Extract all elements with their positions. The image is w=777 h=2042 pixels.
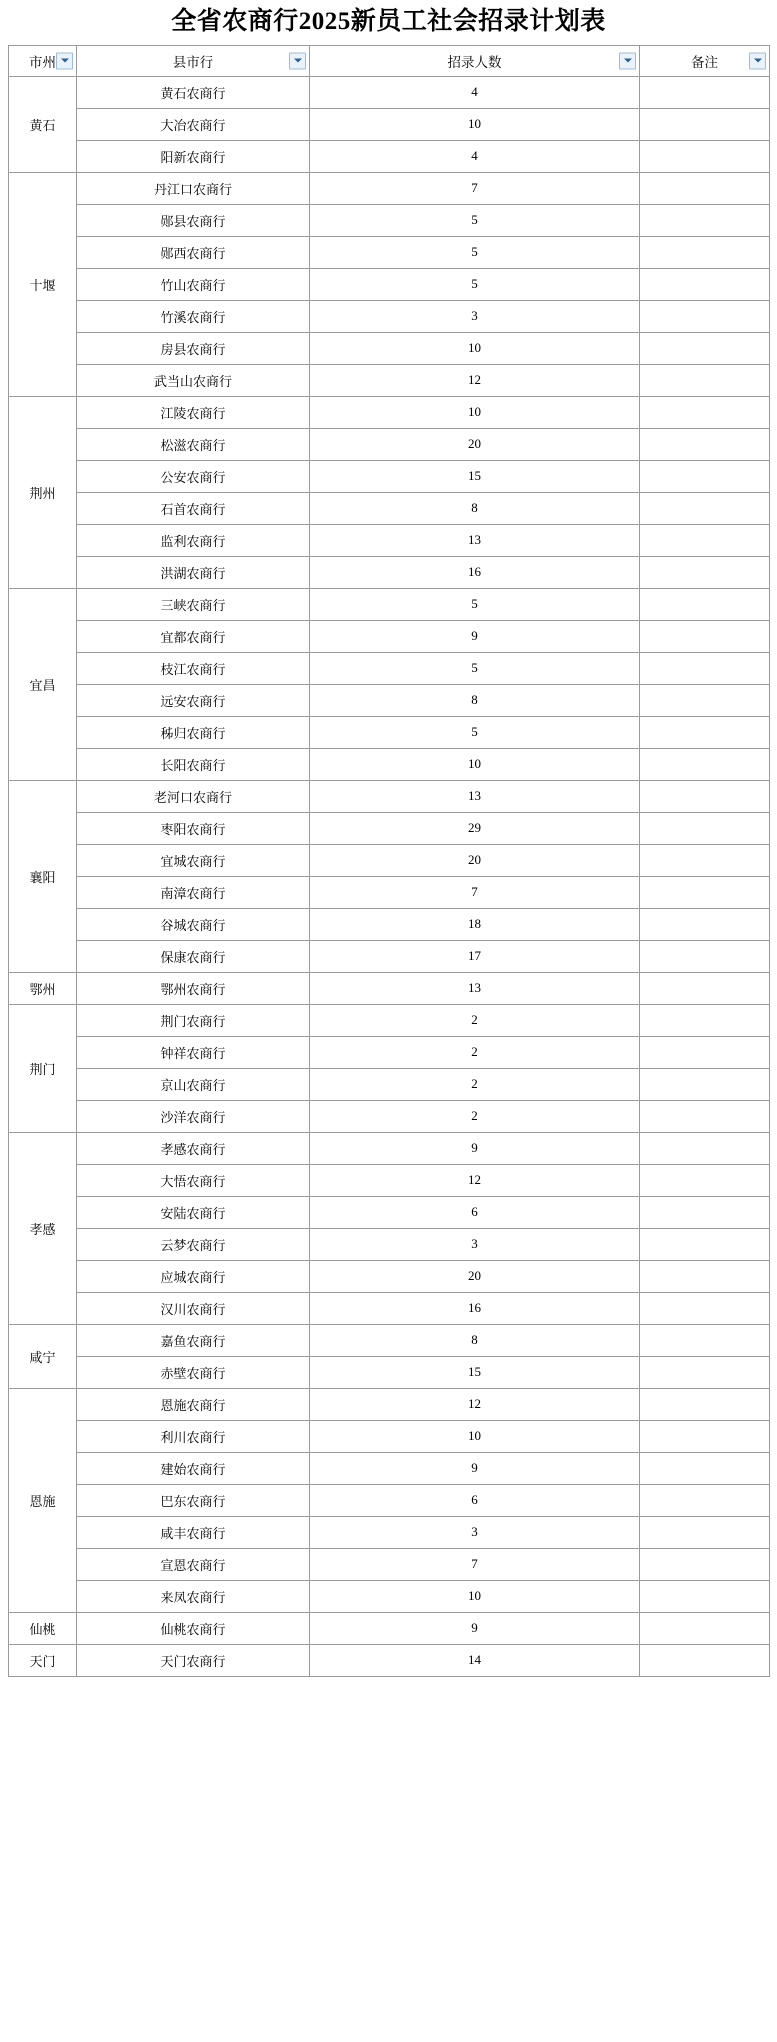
cell-bank[interactable]: 竹溪农商行 [77,300,310,332]
filter-dropdown-icon[interactable] [749,52,766,69]
cell-count[interactable]: 5 [310,204,640,236]
cell-count[interactable]: 6 [310,1484,640,1516]
cell-city[interactable]: 咸宁 [9,1324,77,1388]
cell-count[interactable]: 10 [310,332,640,364]
table-row [9,76,770,108]
cell-note[interactable] [640,1068,770,1100]
cell-note[interactable] [640,1484,770,1516]
cell-count[interactable]: 12 [310,1388,640,1420]
table-row [9,1420,770,1452]
chevron-down-icon [61,59,69,63]
table-row [9,908,770,940]
cell-count[interactable]: 2 [310,1100,640,1132]
cell-count[interactable]: 2 [310,1004,640,1036]
cell-note[interactable] [640,556,770,588]
header-note[interactable] [640,45,770,76]
table-row [9,396,770,428]
table-row [9,620,770,652]
cell-note[interactable] [640,1612,770,1644]
cell-bank[interactable]: 秭归农商行 [77,716,310,748]
cell-note[interactable] [640,364,770,396]
table-row [9,460,770,492]
cell-note[interactable] [640,460,770,492]
cell-count[interactable]: 12 [310,364,640,396]
cell-note[interactable] [640,684,770,716]
table-body [9,76,770,1676]
table-row [9,588,770,620]
cell-bank[interactable]: 宜城农商行 [77,844,310,876]
cell-count[interactable]: 13 [310,780,640,812]
cell-note[interactable] [640,748,770,780]
table-row [9,1452,770,1484]
cell-bank[interactable]: 大冶农商行 [77,108,310,140]
cell-note[interactable] [640,1164,770,1196]
cell-bank[interactable]: 钟祥农商行 [77,1036,310,1068]
cell-note[interactable] [640,1356,770,1388]
cell-note[interactable] [640,140,770,172]
cell-count[interactable]: 10 [310,1580,640,1612]
cell-city[interactable]: 襄阳 [9,780,77,972]
cell-bank[interactable]: 监利农商行 [77,524,310,556]
table-row [9,1516,770,1548]
cell-count[interactable]: 20 [310,844,640,876]
cell-bank[interactable]: 建始农商行 [77,1452,310,1484]
cell-bank[interactable]: 沙洋农商行 [77,1100,310,1132]
cell-count[interactable]: 2 [310,1068,640,1100]
table-row [9,1324,770,1356]
cell-note[interactable] [640,1644,770,1676]
cell-note[interactable] [640,940,770,972]
cell-count[interactable]: 13 [310,524,640,556]
cell-note[interactable] [640,1420,770,1452]
table-row [9,268,770,300]
recruitment-plan-table [8,45,770,1677]
table-row [9,364,770,396]
filter-dropdown-icon[interactable] [619,52,636,69]
cell-count[interactable]: 10 [310,748,640,780]
cell-bank[interactable]: 江陵农商行 [77,396,310,428]
cell-count[interactable]: 10 [310,396,640,428]
table-row [9,1356,770,1388]
cell-note[interactable] [640,204,770,236]
header-count-label: 招录人数 [447,54,502,70]
table-row [9,332,770,364]
cell-bank[interactable]: 武当山农商行 [77,364,310,396]
table-row [9,108,770,140]
cell-note[interactable] [640,908,770,940]
cell-bank[interactable]: 咸丰农商行 [77,1516,310,1548]
cell-note[interactable] [640,300,770,332]
table-row [9,204,770,236]
table-row [9,1292,770,1324]
cell-bank[interactable]: 松滋农商行 [77,428,310,460]
cell-count[interactable]: 5 [310,268,640,300]
header-note-label: 备注 [691,54,718,70]
cell-count[interactable]: 5 [310,236,640,268]
cell-note[interactable] [640,492,770,524]
table-row [9,972,770,1004]
cell-bank[interactable]: 京山农商行 [77,1068,310,1100]
table-row [9,1036,770,1068]
cell-count[interactable]: 20 [310,1260,640,1292]
table-row [9,524,770,556]
cell-count[interactable]: 10 [310,1420,640,1452]
cell-bank[interactable]: 赤壁农商行 [77,1356,310,1388]
table-row [9,492,770,524]
cell-note[interactable] [640,108,770,140]
cell-bank[interactable]: 老河口农商行 [77,780,310,812]
cell-city[interactable]: 鄂州 [9,972,77,1004]
cell-count[interactable]: 3 [310,1516,640,1548]
cell-count[interactable]: 9 [310,1132,640,1164]
cell-note[interactable] [640,1292,770,1324]
table-row [9,684,770,716]
chevron-down-icon [754,59,762,63]
table-row [9,1228,770,1260]
cell-bank[interactable]: 阳新农商行 [77,140,310,172]
cell-count[interactable]: 4 [310,76,640,108]
cell-bank[interactable]: 荆门农商行 [77,1004,310,1036]
table-row [9,940,770,972]
table-row [9,1548,770,1580]
header-city[interactable] [9,45,77,76]
cell-count[interactable]: 8 [310,492,640,524]
cell-note[interactable] [640,1260,770,1292]
cell-bank[interactable]: 应城农商行 [77,1260,310,1292]
cell-bank[interactable]: 天门农商行 [77,1644,310,1676]
cell-bank[interactable]: 枣阳农商行 [77,812,310,844]
cell-count[interactable]: 2 [310,1036,640,1068]
cell-bank[interactable]: 大悟农商行 [77,1164,310,1196]
cell-note[interactable] [640,1036,770,1068]
cell-count[interactable]: 9 [310,620,640,652]
chevron-down-icon [294,59,302,63]
cell-count[interactable]: 12 [310,1164,640,1196]
cell-count[interactable]: 5 [310,652,640,684]
cell-bank[interactable]: 丹江口农商行 [77,172,310,204]
table-row [9,1132,770,1164]
cell-count[interactable]: 7 [310,876,640,908]
table-row [9,844,770,876]
cell-bank[interactable]: 利川农商行 [77,1420,310,1452]
chevron-down-icon [624,59,632,63]
table-row [9,652,770,684]
cell-bank[interactable]: 谷城农商行 [77,908,310,940]
table-row [9,1644,770,1676]
cell-bank[interactable]: 石首农商行 [77,492,310,524]
table-row [9,748,770,780]
table-row [9,1580,770,1612]
cell-bank[interactable]: 竹山农商行 [77,268,310,300]
cell-city[interactable]: 天门 [9,1644,77,1676]
table-row [9,1484,770,1516]
cell-note[interactable] [640,1548,770,1580]
table-row [9,716,770,748]
cell-note[interactable] [640,1388,770,1420]
cell-count[interactable]: 17 [310,940,640,972]
filter-dropdown-icon[interactable] [289,52,306,69]
cell-bank[interactable]: 仙桃农商行 [77,1612,310,1644]
cell-bank[interactable]: 郧县农商行 [77,204,310,236]
cell-count[interactable]: 13 [310,972,640,1004]
cell-note[interactable] [640,236,770,268]
cell-note[interactable] [640,76,770,108]
cell-bank[interactable]: 洪湖农商行 [77,556,310,588]
cell-count[interactable]: 8 [310,684,640,716]
table-row [9,1196,770,1228]
cell-bank[interactable]: 南漳农商行 [77,876,310,908]
cell-bank[interactable]: 安陆农商行 [77,1196,310,1228]
table-header-row [9,45,770,76]
table-row [9,172,770,204]
cell-bank[interactable]: 宣恩农商行 [77,1548,310,1580]
table-row [9,428,770,460]
cell-count[interactable]: 20 [310,428,640,460]
cell-count[interactable]: 7 [310,172,640,204]
cell-city[interactable]: 黄石 [9,76,77,172]
cell-bank[interactable]: 三峡农商行 [77,588,310,620]
cell-note[interactable] [640,588,770,620]
cell-note[interactable] [640,620,770,652]
cell-bank[interactable]: 鄂州农商行 [77,972,310,1004]
table-row [9,876,770,908]
cell-note[interactable] [640,1516,770,1548]
cell-bank[interactable]: 公安农商行 [77,460,310,492]
cell-count[interactable]: 8 [310,1324,640,1356]
cell-note[interactable] [640,812,770,844]
cell-count[interactable]: 15 [310,1356,640,1388]
table-row [9,1388,770,1420]
cell-note[interactable] [640,1324,770,1356]
cell-bank[interactable]: 枝江农商行 [77,652,310,684]
cell-note[interactable] [640,652,770,684]
table-row [9,236,770,268]
table-row [9,140,770,172]
cell-note[interactable] [640,1196,770,1228]
table-row [9,556,770,588]
cell-note[interactable] [640,876,770,908]
cell-bank[interactable]: 房县农商行 [77,332,310,364]
header-bank[interactable] [77,45,310,76]
cell-bank[interactable]: 来凤农商行 [77,1580,310,1612]
cell-count[interactable]: 5 [310,588,640,620]
cell-count[interactable]: 14 [310,1644,640,1676]
cell-count[interactable]: 5 [310,716,640,748]
cell-note[interactable] [640,716,770,748]
cell-count[interactable]: 18 [310,908,640,940]
cell-count[interactable]: 3 [310,1228,640,1260]
header-count[interactable] [310,45,640,76]
table-row [9,1004,770,1036]
table-row [9,1260,770,1292]
filter-dropdown-icon[interactable] [56,52,73,69]
cell-note[interactable] [640,972,770,1004]
table-row [9,780,770,812]
cell-note[interactable] [640,172,770,204]
cell-bank[interactable]: 郧西农商行 [77,236,310,268]
table-row [9,1068,770,1100]
cell-count[interactable]: 9 [310,1612,640,1644]
cell-count[interactable]: 15 [310,460,640,492]
cell-city[interactable]: 荆州 [9,396,77,588]
cell-note[interactable] [640,428,770,460]
cell-count[interactable]: 6 [310,1196,640,1228]
cell-count[interactable]: 9 [310,1452,640,1484]
cell-city[interactable]: 宜昌 [9,588,77,780]
header-city-label: 市州 [29,54,56,70]
cell-bank[interactable]: 黄石农商行 [77,76,310,108]
cell-city[interactable]: 恩施 [9,1388,77,1612]
cell-note[interactable] [640,268,770,300]
table-header [9,45,770,76]
cell-bank[interactable]: 保康农商行 [77,940,310,972]
table-row [9,812,770,844]
cell-note[interactable] [640,780,770,812]
cell-count[interactable]: 29 [310,812,640,844]
cell-city[interactable]: 孝感 [9,1132,77,1324]
cell-note[interactable] [640,396,770,428]
cell-bank[interactable]: 宜都农商行 [77,620,310,652]
cell-bank[interactable]: 巴东农商行 [77,1484,310,1516]
cell-note[interactable] [640,332,770,364]
cell-count[interactable]: 16 [310,556,640,588]
table-row [9,1100,770,1132]
page-title: 全省农商行2025新员工社会招录计划表 [171,8,606,35]
cell-bank[interactable]: 汉川农商行 [77,1292,310,1324]
cell-bank[interactable]: 恩施农商行 [77,1388,310,1420]
table-row [9,1164,770,1196]
cell-bank[interactable]: 孝感农商行 [77,1132,310,1164]
cell-note[interactable] [640,1004,770,1036]
cell-bank[interactable]: 长阳农商行 [77,748,310,780]
cell-note[interactable] [640,524,770,556]
cell-count[interactable]: 16 [310,1292,640,1324]
cell-note[interactable] [640,1452,770,1484]
cell-city[interactable]: 仙桃 [9,1612,77,1644]
cell-bank[interactable]: 嘉鱼农商行 [77,1324,310,1356]
cell-bank[interactable]: 云梦农商行 [77,1228,310,1260]
cell-note[interactable] [640,1580,770,1612]
table-row [9,300,770,332]
cell-bank[interactable]: 远安农商行 [77,684,310,716]
cell-note[interactable] [640,1132,770,1164]
table-row [9,1612,770,1644]
cell-city[interactable]: 荆门 [9,1004,77,1132]
cell-note[interactable] [640,844,770,876]
header-bank-label: 县市行 [172,54,214,70]
cell-city[interactable]: 十堰 [9,172,77,396]
cell-count[interactable]: 4 [310,140,640,172]
cell-count[interactable]: 3 [310,300,640,332]
cell-count[interactable]: 7 [310,1548,640,1580]
cell-count[interactable]: 10 [310,108,640,140]
cell-note[interactable] [640,1228,770,1260]
cell-note[interactable] [640,1100,770,1132]
